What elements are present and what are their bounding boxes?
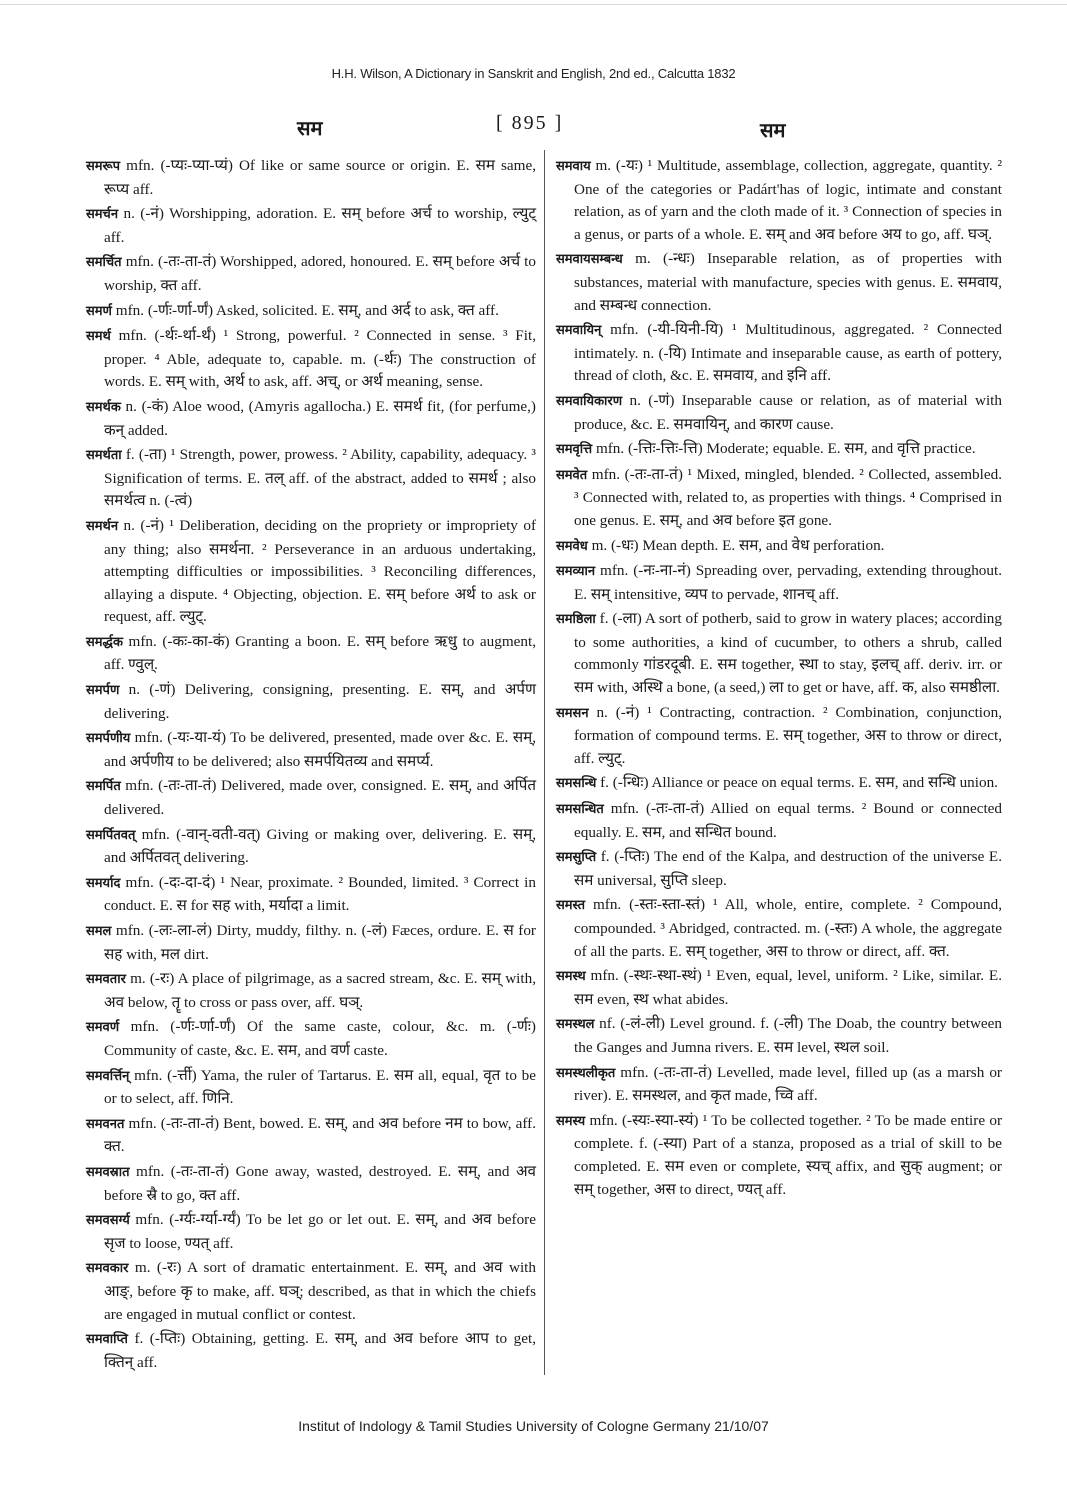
entry-headword: समर्पणीय [86, 731, 131, 747]
dictionary-entry [556, 846, 1002, 892]
entry-headword: समवाप्ति [86, 1332, 128, 1348]
page-number: [ 895 ] [496, 112, 564, 134]
dictionary-entry [556, 608, 1002, 699]
entry-definition: n. (-नं) Worshipping, adoration. E. सम् before अर्च to worship, ल्युट् aff. [104, 205, 536, 246]
entry-headword: समसुप्ति [556, 850, 597, 866]
entry-definition: mfn. (-नः-ना-नं) Spreading over, pervading, extending throughout. E. सम् intensitive, व्यप to pervade, शानच् aff. [574, 562, 1002, 603]
entry-definition: mfn. (-तः-ता-तं) Bent, bowed. E. सम्, and अव before नम to bow, aff. क्त. [104, 1114, 536, 1156]
entry-headword: समवर्ण [86, 1020, 120, 1036]
dictionary-entry [556, 390, 1002, 436]
dictionary-entry [86, 1016, 536, 1062]
dictionary-entry [86, 679, 536, 725]
entry-definition: f. (-न्धिः) Alliance or peace on equal terms. E. सम, and सन्धि union. [596, 774, 998, 792]
dictionary-entry [556, 319, 1002, 388]
dictionary-entry [86, 727, 536, 773]
entry-definition: mfn. (-तः-ता-तं) Gone away, wasted, destroyed. E. सम्, and अव before स्रै to go, क्त aff. [104, 1162, 536, 1204]
dictionary-entry [86, 872, 536, 918]
entry-headword: समस्थलीकृत [556, 1065, 616, 1081]
entry-definition: mfn. (-त्तिः-त्तिः-त्ति) Moderate; equable. E. सम, and वृत्ति practice. [592, 440, 976, 458]
entry-definition: n. (-नं) ¹ Contracting, contraction. ² Combination, conjunction, formation of compound terms. E. सम् together, अस to throw or direct, aff. ल्युट्. [574, 703, 1002, 767]
entry-definition: mfn. (-तः-ता-तं) Allied on equal terms. ² Bound or connected equally. E. सम, and सन्धित bound. [574, 800, 1002, 841]
entry-definition: mfn. (-र्त्ती) Yama, the ruler of Tartarus. E. सम all, equal, वृत to be or to select, aff. णिनि. [104, 1066, 536, 1108]
dictionary-entry [86, 1257, 536, 1326]
entry-headword: समस्य [556, 1113, 586, 1129]
dictionary-entry [556, 798, 1002, 844]
dictionary-entry [556, 1013, 1002, 1059]
entry-definition: mfn. (-स्थः-स्था-स्थं) ¹ Even, equal, level, uniform. ² Like, similar. E. सम even, स्थ what abides. [574, 967, 1002, 1008]
dictionary-entry [86, 1065, 536, 1111]
entry-headword: समवस्रात [86, 1164, 130, 1180]
entry-headword: समस्त [556, 898, 586, 914]
dictionary-entry [86, 444, 536, 513]
entry-headword: समर्थन [86, 518, 119, 534]
left-column [86, 155, 536, 1376]
dictionary-entry [556, 1062, 1002, 1108]
entry-headword: समवृत्ति [556, 442, 593, 458]
entry-headword: समर्पित [86, 779, 121, 795]
entry-definition: n. (-णं) Inseparable cause or relation, as of material with produce, &c. E. समवायिन्, and कारण cause. [574, 391, 1002, 433]
entry-definition: mfn. (-लः-ला-लं) Dirty, muddy, filthy. n. (-लं) Fæces, ordure. E. स for सह with, मल dirt. [104, 922, 536, 963]
entry-definition: mfn. (-कः-का-कं) Granting a boon. E. सम् before ऋधु to augment, aff. ण्वुल्. [104, 632, 536, 674]
entry-headword: समस्थ [556, 969, 586, 985]
dictionary-entry [556, 560, 1002, 606]
dictionary-entry [556, 438, 1002, 462]
entry-headword: समवनत [86, 1116, 125, 1132]
entry-headword: समल [86, 924, 112, 939]
entry-headword: समवतार [86, 972, 126, 988]
entry-definition: f. (-प्तिः) Obtaining, getting. E. सम्, and अव before आप to get, क्तिन् aff. [104, 1330, 536, 1371]
dictionary-entry [86, 251, 536, 297]
entry-headword: समर्थक [86, 399, 121, 415]
entry-headword: समर्थता [86, 448, 122, 464]
dictionary-entry [556, 965, 1002, 1011]
entry-definition: nf. (-लं-ली) Level ground. f. (-ली) The Doab, the country between the Ganges and Jumna rivers. E. सम level, स्थल soil. [574, 1015, 1002, 1056]
entry-headword: समवसर्ग्य [86, 1213, 130, 1229]
entry-definition: m. (-न्धः) Inseparable relation, as of properties with substances, material with manufacture, species with genus. E. समवाय, and सम्बन्ध connection. [574, 250, 1002, 314]
page-running-head [0, 112, 1067, 146]
entry-definition: mfn. (-यी-यिनी-यि) ¹ Multitudinous, aggregated. ² Connected intimately. n. (-यि) Intimate and inseparable cause, as earth of pottery, thread of cloth, &c. E. समवाय, and इनि aff. [574, 321, 1002, 385]
entry-definition: mfn. (-स्तः-स्ता-स्तं) ¹ All, whole, entire, complete. ² Compound, compounded. ³ Abridged, contracted. m. (-स्तः) A whole, the aggregate of all the parts. E. सम् together, अस to throw or direct, aff. क्त. [574, 896, 1002, 960]
entry-headword: समवर्त्तिन् [86, 1068, 130, 1084]
entry-headword: समर्ण [86, 303, 112, 319]
entry-definition: mfn. (-र्ग्यः-र्ग्या-र्ग्यं) To be let go or let out. E. सम्, and अव before सृज to loose, ण्यत् aff. [104, 1211, 536, 1252]
entry-headword: समर्पण [86, 683, 120, 699]
entry-definition: m. (-यः) ¹ Multitude, assemblage, collection, aggregate, quantity. ² One of the categories or Padárt'has of logic, intimate and constant relation, as of yarn and the cloth made of it. ³ Connection of species in a genus, or parts of a whole. E. सम् and अव before अय to go, aff. घञ्. [574, 157, 1002, 243]
dictionary-entry [556, 248, 1002, 317]
entry-headword: समष्ठिला [556, 612, 596, 628]
dictionary-entry [556, 535, 1002, 559]
footer-credit: Institut of Indology & Tamil Studies University of Cologne Germany 21/10/07 [298, 1418, 769, 1434]
dictionary-entry [86, 968, 536, 1014]
entry-definition: n. (-नं) ¹ Deliberation, deciding on the propriety or impropriety of any thing; also समर्थना. ² Perseverance in an arduous undertaking, attempting difficulties or impossibilities. ³ Reconciling differences, allaying a dispute. ⁴ Objecting, objection. E. सम् before अर्थ to ask or request, aff. ल्युट्. [104, 516, 536, 626]
dictionary-entry [86, 775, 536, 821]
entry-definition: mfn. (-स्यः-स्या-स्यं) ¹ To be collected together. ² To be made entire or complete. f. (-स्या) Part of a stanza, proposed as a trial of skill to be completed. E. सम even or complete, स्यच् affix, and सुक् augment; or सम् together, अस to direct, ण्यत् aff. [574, 1111, 1002, 1198]
entry-headword: समवायिन् [556, 323, 602, 339]
entry-headword: समस्थल [556, 1017, 595, 1033]
entry-headword: समर्पितवत् [86, 827, 136, 843]
dictionary-entry [86, 300, 536, 324]
entry-definition: n. (-णं) Delivering, consigning, presenting. E. सम्, and अर्पण delivering. [104, 681, 536, 722]
entry-definition: mfn. (-तः-ता-तं) Delivered, made over, consigned. E. सम्, and अर्पित delivered. [104, 777, 536, 819]
dictionary-entry [86, 631, 536, 677]
entry-definition: mfn. (-तः-ता-तं) Worshipped, adored, honoured. E. सम् before अर्च to worship, क्त aff. [104, 253, 536, 294]
dictionary-entry [556, 1110, 1002, 1201]
dictionary-entry [86, 155, 536, 201]
scan-edge-line [0, 4, 1067, 5]
entry-headword: समर्चन [86, 207, 119, 223]
entry-headword: समर्द्धक [86, 634, 123, 650]
entry-headword: समवेध [556, 538, 588, 554]
dictionary-entry [86, 203, 536, 249]
dictionary-entry [86, 396, 536, 442]
entry-definition: f. (-ला) A sort of potherb, said to grow in watery places; according to some authorities, a kind of cucumber, to others a shrub, called commonly गांडरदूबी. E. सम together, स्था to stay, इलच् aff. deriv. irr. or सम with, अस्थि a bone, (a seed,) ला to get or have, aff. क, also समष्ठीला. [574, 610, 1002, 697]
entry-definition: f. (-ता) ¹ Strength, power, prowess. ² Ability, capability, adequacy. ³ Signification of terms. E. तल् aff. of the abstract, added to समर्थ ; also समर्थत्व n. (-त्वं) [104, 446, 536, 510]
entry-headword: समसन्धित [556, 802, 604, 818]
right-column [556, 155, 1002, 1203]
entry-definition: mfn. (-र्थः-र्था-र्थं) ¹ Strong, powerful. ² Connected in sense. ³ Fit, proper. ⁴ Able, adequate to, capable. m. (-र्थः) The construction of words. E. सम् with, अर्थ to ask, aff. अच्, or अर्थ meaning, sense. [104, 327, 536, 391]
entry-definition: mfn. (-प्यः-प्या-प्यं) Of like or same source or origin. E. सम same, रूप्य aff. [104, 157, 536, 198]
entry-definition: m. (-रः) A sort of dramatic entertainment. E. सम्, and अव with आङ्, before कृ to make, aff. घञ्; described, as that in which the chiefs are engaged in mutual conflict or contest. [104, 1259, 536, 1323]
entry-definition: m. (-धः) Mean depth. E. सम, and वेध perforation. [587, 536, 885, 554]
dictionary-entry [86, 325, 536, 394]
dictionary-entry [86, 920, 536, 966]
running-head-left: सम [297, 116, 323, 140]
column-divider [544, 150, 545, 1375]
entry-definition: mfn. (-र्णः-र्णा-र्णं) Of the same caste, colour, &c. m. (-र्णः) Community of caste, &c. E. सम, and वर्ण caste. [104, 1018, 536, 1059]
dictionary-entry [556, 464, 1002, 533]
running-head-right: सम [760, 118, 786, 142]
entry-headword: समवायसम्बन्ध [556, 252, 623, 268]
source-header: H.H. Wilson, A Dictionary in Sanskrit and English, 2nd ed., Calcutta 1832 [331, 66, 736, 81]
entry-headword: समसन्धि [556, 776, 597, 792]
entry-definition: f. (-प्तिः) The end of the Kalpa, and destruction of the universe E. सम universal, सुप्ति sleep. [574, 848, 1002, 889]
entry-headword: समर्थ [86, 329, 111, 345]
dictionary-entry [556, 702, 1002, 771]
dictionary-entry [86, 1209, 536, 1255]
entry-headword: समसन [556, 705, 589, 721]
entry-definition: mfn. (-र्णः-र्णा-र्णं) Asked, solicited. E. सम्, and अर्द to ask, क्त aff. [111, 301, 499, 319]
entry-headword: समव्यान [556, 564, 596, 580]
dictionary-entry [86, 824, 536, 870]
dictionary-entry [86, 1328, 536, 1374]
dictionary-entry [86, 515, 536, 629]
dictionary-entry [86, 1113, 536, 1159]
entry-definition: m. (-रः) A place of pilgrimage, as a sacred stream, &c. E. सम् with, अव below, तॄ to cross or pass over, aff. घञ्. [104, 970, 536, 1011]
entry-definition: mfn. (-तः-ता-तं) Levelled, made level, filled up (as a marsh or river). E. समस्थल, and कृत made, च्वि aff. [574, 1063, 1002, 1105]
dictionary-entry [86, 1161, 536, 1207]
entry-headword: समवेत [556, 467, 588, 483]
entry-headword: समरूप [86, 159, 121, 174]
entry-definition: n. (-कं) Aloe wood, (Amyris agallocha.) E. समर्थ fit, (for perfume,) कन् added. [104, 397, 536, 439]
dictionary-entry [556, 894, 1002, 963]
entry-definition: mfn. (-दः-दा-दं) ¹ Near, proximate. ² Bounded, limited. ³ Correct in conduct. E. स for सह with, मर्यादा a limit. [104, 873, 536, 915]
entry-headword: समवकार [86, 1261, 129, 1277]
entry-headword: समवाय [556, 159, 591, 174]
entry-definition: mfn. (-यः-या-यं) To be delivered, presented, made over &c. E. सम्, and अर्पणीय to be delivered; also समर्पयितव्य and समर्प्य. [104, 729, 536, 770]
entry-headword: समर्चित [86, 255, 122, 271]
dictionary-entry [556, 772, 1002, 796]
entry-headword: समवायिकारण [556, 393, 623, 409]
dictionary-entry [556, 155, 1002, 246]
entry-headword: समर्याद [86, 875, 121, 891]
entry-definition: mfn. (-तः-ता-तं) ¹ Mixed, mingled, blended. ² Collected, assembled. ³ Connected with, related to, as properties with things. ⁴ Comprised in one genus. E. सम्, and अव before इत gone. [574, 465, 1002, 529]
entry-definition: mfn. (-वान्-वती-वत्) Giving or making over, delivering. E. सम्, and अर्पितवत् delivering. [104, 825, 536, 867]
